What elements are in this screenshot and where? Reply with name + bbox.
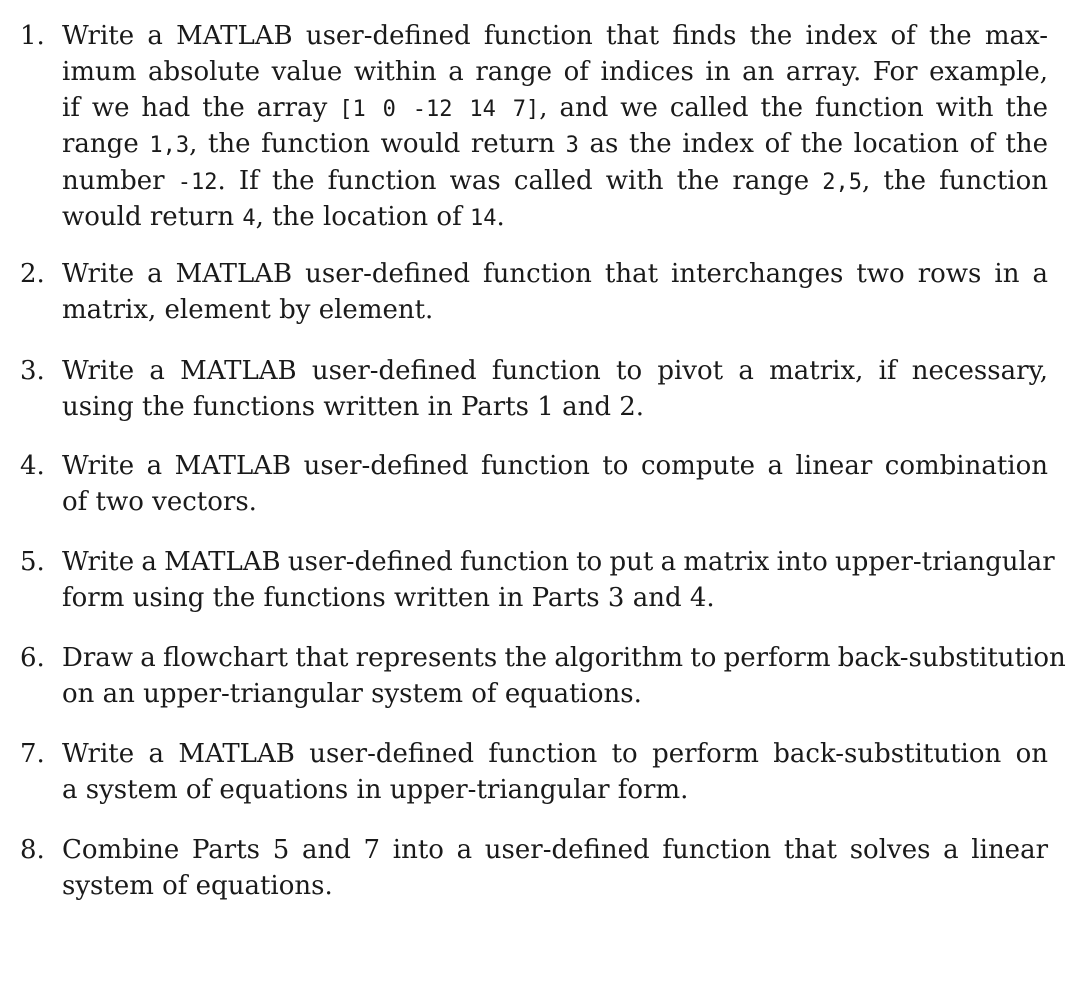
code-range: 1,3 (149, 133, 190, 158)
text-segment: Write a MATLAB user-defined function to perform back-substitution on (62, 739, 1048, 769)
text-segment: number (62, 166, 178, 196)
item-number: 2. (20, 259, 45, 289)
text-segment: Write a MATLAB user-defined function to put a matrix into upper-triangular (62, 547, 1055, 577)
item-number: 5. (20, 547, 45, 577)
text-segment: . (496, 202, 505, 232)
item-line (62, 389, 1048, 426)
text-segment: form using the functions written in Parts 3 and 4. (62, 583, 715, 613)
text-segment: Write a MATLAB user-defined function to pivot a matrix, if necessary, (62, 356, 1048, 386)
text-segment: a system of equations in upper-triangular form. (62, 775, 689, 805)
text-segment: Write a MATLAB user-defined function to compute a linear combination (62, 451, 1048, 481)
text-segment: would return (62, 202, 243, 232)
text-segment: , the function (862, 166, 1048, 196)
text-segment: . If the function was called with the range (217, 166, 823, 196)
item-line (62, 448, 1048, 485)
text-segment: on an upper-triangular system of equations. (62, 679, 642, 709)
item-line (62, 292, 1048, 329)
text-segment: system of equations. (62, 871, 333, 901)
item-line (62, 544, 1055, 581)
text-segment: range (62, 129, 150, 159)
item-line (62, 199, 1048, 236)
code-number: 14 (469, 206, 497, 231)
text-segment: Write a MATLAB user-defined function that finds the index of the max- (62, 21, 1048, 51)
text-segment: of two vectors. (62, 487, 257, 517)
code-number: -12 (177, 170, 218, 195)
item-number: 3. (20, 356, 45, 386)
item-line (62, 18, 1048, 55)
item-number: 1. (20, 21, 45, 51)
item-number: 6. (20, 643, 45, 673)
item-line (62, 580, 1048, 617)
item-line (62, 163, 1048, 200)
code-range: 2,5 (822, 170, 863, 195)
code-result: 3 (565, 133, 579, 158)
item-line (62, 736, 1048, 773)
code-result: 4 (242, 206, 256, 231)
code-array-literal: [1 0 -12 14 7] (339, 97, 540, 122)
item-line (62, 832, 1048, 869)
text-segment: imum absolute value within a range of indices in an array. For example, (62, 57, 1048, 87)
text-segment: matrix, element by element. (62, 295, 434, 325)
text-segment: using the functions written in Parts 1 and 2. (62, 392, 645, 422)
text-segment: , the location of (255, 202, 470, 232)
item-line (62, 772, 1048, 809)
item-line (62, 90, 1048, 127)
item-line (62, 676, 1048, 713)
item-number: 7. (20, 739, 45, 769)
item-number: 8. (20, 835, 45, 865)
text-segment: as the index of the location of the (578, 129, 1048, 159)
item-line (62, 484, 1048, 521)
item-line (62, 868, 1048, 905)
item-line (62, 353, 1048, 390)
text-segment: Write a MATLAB user-defined function that interchanges two rows in a (62, 259, 1048, 289)
text-segment: if we had the array (62, 93, 340, 123)
text-segment: , the function would return (189, 129, 566, 159)
item-line (62, 256, 1048, 293)
item-line (62, 54, 1048, 91)
item-number: 4. (20, 451, 45, 481)
item-line (62, 640, 1066, 677)
item-line (62, 126, 1048, 163)
text-segment: , and we called the function with the (539, 93, 1048, 123)
text-segment: Draw a flowchart that represents the algorithm to perform back-substitution (62, 643, 1066, 673)
text-segment: Combine Parts 5 and 7 into a user-defined function that solves a linear (62, 835, 1048, 865)
